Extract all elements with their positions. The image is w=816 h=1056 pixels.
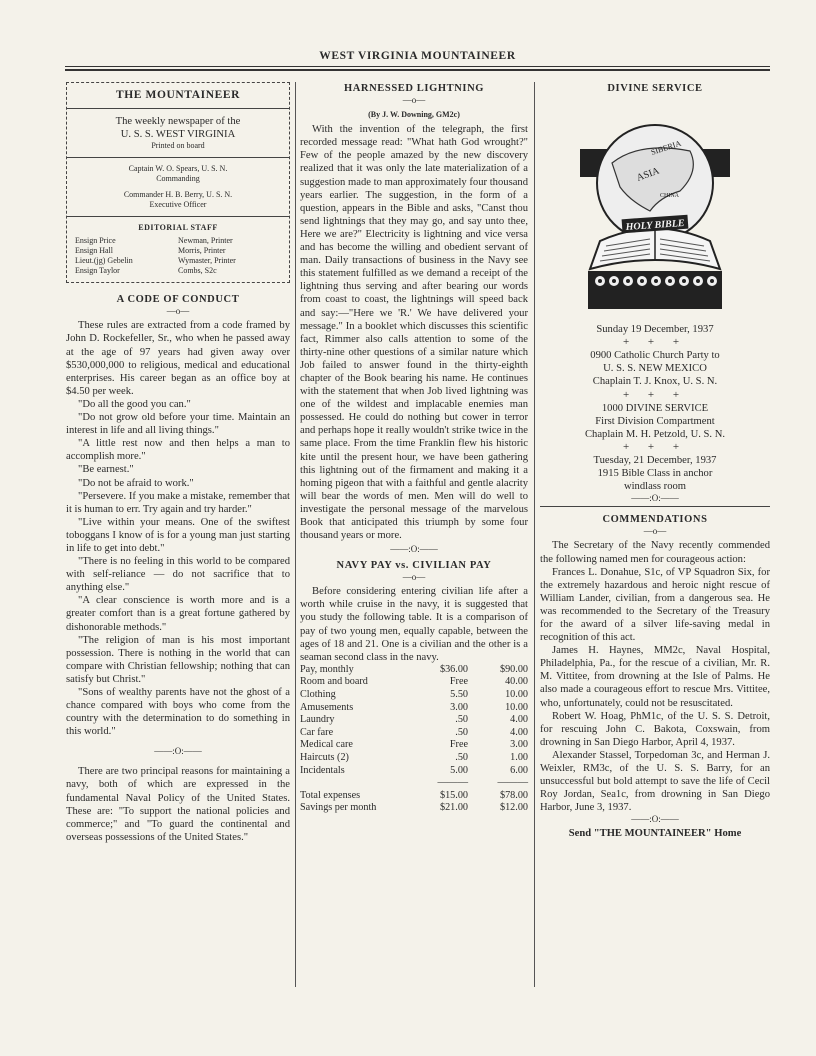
- pay-row: [300, 790, 528, 803]
- code-para: "The religion of man is his most important possession. There is nothing in the world that can compare with Christian fellowship; nothing that can satisfy but Christ.": [66, 634, 290, 685]
- pay-cell-navy: $90.00: [499, 663, 528, 675]
- globe-bible-emblem-icon: [580, 101, 730, 313]
- code-para: "There is no feeling in this world to be compared with self-reliance — do not sacrifice that to anything else.": [66, 556, 290, 594]
- code-para: "Do not grow old before your time. Maintain an interest in life and all living things.": [66, 412, 290, 437]
- column-divider-1: [295, 82, 296, 987]
- pay-cell-civ: .50: [455, 752, 468, 763]
- pay-cell-label: Savings per month: [300, 802, 377, 814]
- commend-para: Alexander Stassel, Torpedoman 3c, and Herman J. Weixler, RM3c, of the U. S. S. Barry, for an unsuccessful but bold attempt to save the life of Cecil Roy Jordan, Sea1c, from drowning in San Diego Harbor, June 3, 1937.: [540, 749, 770, 814]
- commend-para: Robert W. Hoag, PhM1c, of the U. S. S. Detroit, for rescuing John C. Bakota, Coxswain, from drowning in San Diego Harbor, April 4, 1937.: [540, 710, 770, 748]
- staff-item: Wymaster, Printer: [178, 256, 236, 266]
- lightning-byline: (By J. W. Downing, GM2c): [368, 110, 460, 120]
- commend-title: COMMENDATIONS: [602, 514, 708, 526]
- commend-para: The Secretary of the Navy recently commended the following named men for courageous action:: [540, 540, 770, 565]
- staff-item: Lieut.(jg) Gebelin: [75, 256, 133, 266]
- pay-cell-civ: .50: [455, 726, 468, 738]
- pay-cell-navy: 10.00: [505, 701, 528, 713]
- service-date-2: Tuesday, 21 December, 1937: [593, 455, 717, 467]
- pay-row: [300, 727, 528, 740]
- column-left: THE MOUNTAINEER The weekly newspaper of the U. S. S. WEST VIRGINIA Printed on board Captain W. O. Spears, U. S. N. Commanding Commander H. B. Berry, U. S. N. Executive Officer EDITORIAL STAFF Ensign Price Newman, Printer Ensign Hall Morris, Printer Lieut.(jg) Gebelin Wymaster, Printer Ensign Taylor Combs, S2c A CODE OF CONDUCT —o— These rules are extracted from a code framed by John D. Rockefeller, Sr., who when he passed away at the age of 97 years had given away over $530,000,000 to religious, medical and educational enterprises. His career began as an office boy at $4.50 per week. "Do all the good you can." "Do not grow old before your time. Maintain an interest in life and all living things." "A little rest now and then helps a man to accomplish more." "Be earnest." "Do not be afraid to work." "Persevere. If you make a mistake, remember that it is human to err. Try again and try harder." "Live within your means. One of the swiftest toboggans I know of is for a young man just starting in life to get into debt." "There is no feeling in this world to be compared with self-reliance — do not sacrifice that to anything else." "A clear conscience is worth more and is a greater comfort than is a great fortune gathered by dishonorable methods." "The religion of man is his most important possession. There is nothing in the world that can compare with Christian fellowship; nothing that can satisfy but Christ." "Sons of wealthy parents have not the ghost of a chance compared with boys who come from the country with the determination to do something in this world." ——:O:—— There are two principal reasons for maintaining a navy, both of which are expressed in the fundamental Naval Policy of the United States. These are: "To support the national policies and commerce;" and "To guard the continental and overseas possessions of the United States.": [66, 82, 290, 844]
- code-para: "Do not be afraid to work.": [78, 477, 194, 489]
- staff-item: Combs, S2c: [178, 266, 217, 276]
- crosses-1: + + +: [622, 336, 688, 349]
- box-line-1: The weekly newspaper of the: [115, 116, 241, 128]
- code-para: "Live within your means. One of the swiftest toboggans I know of is for a young man just starting in life to get into debt.": [66, 516, 290, 554]
- service-1-line: 0900 Catholic Church Party to: [590, 350, 720, 362]
- lightning-text: With the invention of the telegraph, the first recorded message read: "What hath God wrought?" Few of the people amazed by the new discovery realized that it was only the late materialization of a suggestion made to man approximately four thousand years earlier. The suggestion, in the form of a question, appears in the Bible and asks, "Canst thou send lightnings that they may go, and say unto thee, Here we are?" Electricity is lightning and vice versa and has become the willing and obedient servant of man. Daily transactions of business in the Navy see this statement fulfilled as we demand a receipt of the lightning thus serving and after bearing our words from coast to coast, the lightnings will speed back and say:—"Here we 'R.' We have delivered your message." In a booklet which discusses this scientific fact, Rimmer also calls attention to some of the thirty-nine other questions of a similar nature which Job failed to answer found in the thirty-eighth chapter of the Book bearing his name. He continues with the statement that when Job lived lightning was one of the wildest and implacable enemies man possessed. He could do nothing but cower in terror and perhaps hope it really wouldn't strike twice in the same place. From the time Franklin flew his historic kite until the present hour, we have been gathering this lightning out of the firmament and making it a homing pigeon that with a faithful and gentle alacrity will bear the words of men. Men will do well to investigate the personal message of the marvelous Book that anticipated this triumph by some four thousand years or more.: [300, 124, 528, 542]
- pay-title: NAVY PAY vs. CIVILIAN PAY: [336, 560, 492, 572]
- pay-cell-civ: .50: [455, 714, 468, 726]
- pay-row: [300, 802, 528, 815]
- column-right: DIVINE SERVICE SIBERIA ASIA CHINA HOLY BIBLE Sunday 19 December, 1937 + + + 0900 Catholic Church Party to U. S. S. NEW MEXICO Chaplain T. J. Knox, U. S. N. + + + 1000 DIVINE SERVICE First Division Compartment Chaplain M. H. Petzold, U. S. N. + + + Tuesday, 21 December, 1937 1915 Bible Class in anchor windlass room ——:O:—— COMMENDATIONS —o— The Secretary of the Navy recently commended the following named men for courageous action: Frances L. Donahue, S1c, of VP Squadron Six, for the extremely hazardous and heroic night rescue of William Lander, civilian, from a dangerous sea. He was recommended to the Secretary of the Treasury for the award of a silver life-saving medal in recognition of this act. James H. Haynes, MM2c, Naval Hospital, Philadelphia, Pa., for the rescue of a civilian, Mr. R. M. Vittitee, from drowning at the Isle of Palms. He also made a courageous effort to rescue Mrs. Vittitee, who, unfortunately, could not be resuscitated. Robert W. Hoag, PhM1c, of the U. S. S. Detroit, for rescuing John C. Bakota, Coxswain, from drowning in San Diego Harbor, April 4, 1937. Alexander Stassel, Torpedoman 3c, and Herman J. Weixler, RM3c, of the U. S. S. Barry, for an unsuccessful but bold attempt to save the life of Cecil Roy Jordan, Sea1c, from drowning in San Diego Harbor, June 3, 1937. ——:O:—— Send "THE MOUNTAINEER" Home: [540, 83, 770, 840]
- service-2-line: Chaplain M. H. Petzold, U. S. N.: [584, 428, 726, 440]
- pay-row: [300, 702, 528, 715]
- commend-para: James H. Haynes, MM2c, Naval Hospital, Philadelphia, Pa., for the rescue of a civilian, Mr. R. M. Vittitee, from drowning at the Isle of Palms. He also made a courageous effort to rescue Mrs. Vittitee, who, unfortunately, could not be resuscitated.: [540, 645, 770, 709]
- pay-intro: Before considering entering civilian life after a worth while cruise in the navy, it is suggested that you study the following table. It is a comparison of pay of two young men, equally capable, between the ages of 18 and 21. One is a civilian and the other is a seaman second class in the navy.: [300, 586, 528, 663]
- service-3-line: 1915 Bible Class in anchor: [597, 468, 713, 480]
- code-para: "A little rest now and then helps a man to accomplish more.": [66, 438, 290, 463]
- code-para: "Sons of wealthy parents have not the ghost of a chance compared with boys who come from the country with the determination to do something in this world.": [66, 687, 290, 738]
- staff-item: Ensign Hall: [75, 246, 113, 256]
- pay-cell-label: Medical care: [300, 739, 353, 751]
- staff-item: Morris, Printer: [178, 246, 226, 256]
- code-para: "A clear conscience is worth more and is a greater comfort than is a great fortune gathered by dishonorable methods.": [66, 595, 290, 633]
- lightning-title: HARNESSED LIGHTNING: [343, 83, 485, 94]
- code-para: "Persevere. If you make a mistake, remember that it is human to err. Try again and try harder.": [66, 490, 290, 515]
- code-para: "Be earnest.": [78, 464, 134, 476]
- navy-reasons-para: There are two principal reasons for maintaining a navy, both of which are expressed in the fundamental Naval Policy of the United States. These are: "To support the national policies and commerce;" and "To guard the continental and overseas possessions of the United States.": [66, 766, 290, 843]
- pay-cell-civ: 3.00: [450, 701, 468, 713]
- masthead-rule-bottom: [65, 69, 770, 71]
- pay-cell-label: Amusements: [300, 701, 354, 713]
- crosses-2: + + +: [622, 388, 688, 401]
- pay-cell-navy: $78.00: [499, 789, 528, 801]
- pay-cell-label: Room and board: [300, 676, 368, 688]
- pay-row: [300, 689, 528, 702]
- code-para: "Do all the good you can.": [78, 398, 191, 410]
- pay-cell-label: Clothing: [300, 689, 336, 701]
- emblem-asia: ASIA: [635, 165, 661, 184]
- pay-cell-label: Pay, monthly: [300, 663, 354, 675]
- pay-cell-civ: $36.00: [439, 663, 468, 675]
- crosses-3: + + +: [622, 440, 688, 453]
- divine-title: DIVINE SERVICE: [607, 83, 703, 94]
- pay-cell-navy: 40.00: [505, 676, 528, 688]
- masthead-rule-top: [65, 66, 770, 67]
- pay-cell-label: Incidentals: [300, 764, 345, 776]
- pay-cell-navy: 4.00: [510, 714, 528, 726]
- pay-cell-civ: 5.50: [450, 689, 468, 701]
- footer-send-home: Send "THE MOUNTAINEER" Home: [568, 828, 742, 840]
- pay-row: [300, 752, 528, 765]
- staff-item: Ensign Price: [75, 236, 116, 246]
- pay-cell-navy: $12.00: [499, 802, 528, 814]
- commend-para: Frances L. Donahue, S1c, of VP Squadron Six, for the extremely hazardous and heroic night rescue of William Lander, civilian, from a dangerous sea. He was recommended to the Secretary of the Treasury for the award of a silver life-saving medal in recognition of this act.: [540, 566, 770, 644]
- box-captain: Captain W. O. Spears, U. S. N.: [128, 164, 228, 174]
- staff-list: [75, 236, 281, 276]
- pay-cell-civ: Free: [449, 739, 468, 751]
- pay-cell-label: Haircuts (2): [300, 752, 349, 763]
- pay-row: [300, 664, 528, 677]
- masthead: WEST VIRGINIA MOUNTAINEER: [319, 50, 516, 62]
- code-para: These rules are extracted from a code framed by John D. Rockefeller, Sr., who when he passed away at the age of 97 years had given away over $530,000,000 to religious, medical and educational enterprises. His career began as an office boy at $4.50 per week.: [66, 320, 290, 397]
- service-2-line: First Division Compartment: [595, 415, 715, 427]
- pay-row: [300, 676, 528, 689]
- box-title: THE MOUNTAINEER: [67, 89, 289, 109]
- box-commander: Commander H. B. Berry, U. S. N.: [123, 190, 233, 200]
- pay-cell-navy: 6.00: [510, 764, 528, 776]
- pay-cell-label: Car fare: [300, 726, 334, 738]
- box-commander-role: Executive Officer: [149, 200, 207, 210]
- pay-row: [300, 714, 528, 727]
- code-title: A CODE OF CONDUCT: [116, 294, 240, 306]
- staff-title: EDITORIAL STAFF: [138, 223, 218, 233]
- pay-cell-navy: 4.00: [510, 726, 528, 738]
- pay-cell-navy: 1.00: [510, 752, 528, 763]
- column-middle: HARNESSED LIGHTNING —o— (By J. W. Downing, GM2c) With the invention of the telegraph, the first recorded message read: "What hath God wrought?" Few of the people amazed by the new discovery realized that it was only the late materialization of a suggestion made to man approximately four thousand years earlier. The suggestion, in the form of a question, appears in the Bible and asks, "Canst thou send lightnings that they may go, and say unto thee, Here we are?" Electricity is lightning and vice versa and has become the willing and obedient servant of man. Daily transactions of business in the Navy see this statement fulfilled as we demand a receipt of the lightning thus serving and after bearing our words from coast to coast, the lightnings will speed back and say:—"Here we 'R.' We have delivered your message." In a booklet which discusses this scientific fact, Rimmer also calls attention to some of the thirty-nine other questions of a similar nature which Job failed to answer found in the thirty-eighth chapter of the Book bearing his name. He continues with the statement that when Job lived lightning was one of the wildest and implacable enemies man possessed. He could do nothing but cower in terror and perhaps hope it really wouldn't strike twice in the same place. From the time Franklin flew his historic kite until the present hour, we have been gathering this lightning out of the firmament and making it a homing pigeon that with a faithful and gentle alacrity will bear the words of men. Men will do well to investigate the personal message of the marvelous Book that anticipated this triumph by some four thousand years or more. ——:O:—— NAVY PAY vs. CIVILIAN PAY —o— Before considering entering civilian life after a worth while cruise in the navy, it is suggested that you study the following table. It is a comparison of pay of two young men, equally capable, between the ages of 18 and 21. One is a civilian and the other is a seaman second class in the navy. Pay, monthly $36.00 $90.00 Room and board Free 40.00 Clothing 5.50 10.00 Amusements 3.00 10.00 Laundry .50 4.00 Car fare .50 4.00 Medical care Free 3.00 Haircuts (2) .50 1.00 Incidentals 5.00 6.00 ——— ——— Total expenses $15.00 $78.00 Savings per month $21.00 $12.00: [300, 83, 528, 814]
- pay-cell-navy: 10.00: [505, 689, 528, 701]
- service-1-line: Chaplain T. J. Knox, U. S. N.: [592, 376, 718, 388]
- pay-cell-civ: $15.00: [439, 789, 468, 801]
- service-1-line: U. S. S. NEW MEXICO: [603, 363, 707, 375]
- service-2-title: 1000 DIVINE SERVICE: [601, 402, 709, 414]
- pay-cell-civ: Free: [449, 676, 468, 688]
- pay-row: [300, 765, 528, 778]
- pay-table: Pay, monthly $36.00 $90.00 Room and board Free 40.00 Clothing 5.50 10.00 Amusements 3.00 10.00 Laundry .50 4.00 Car fare .50 4.00 Medical care Free 3.00 Haircuts (2) .50 1.00 Incidentals 5.00 6.00 ——— ——— Total expenses $15.00 $78.00 Savings per month $21.00 $12.00: [300, 663, 528, 814]
- column-divider-2: [534, 82, 535, 987]
- staff-item: Ensign Taylor: [75, 266, 120, 276]
- emblem-bible: HOLY BIBLE: [625, 218, 685, 234]
- service-3-line: windlass room: [623, 481, 687, 493]
- emblem-china: CHINA: [660, 193, 679, 200]
- pay-cell-label: Total expenses: [300, 789, 361, 801]
- box-line-2: U. S. S. WEST VIRGINIA: [120, 129, 236, 141]
- staff-item: Newman, Printer: [178, 236, 233, 246]
- pay-cell-civ: 5.00: [450, 764, 468, 776]
- pay-row: [300, 739, 528, 752]
- masthead-box: [66, 82, 290, 283]
- box-captain-role: Commanding: [156, 174, 200, 184]
- service-date-1: Sunday 19 December, 1937: [596, 324, 714, 336]
- pay-cell-navy: 3.00: [510, 739, 528, 751]
- emblem-siberia: SIBERIA: [649, 138, 683, 157]
- pay-cell-civ: $21.00: [439, 802, 468, 814]
- pay-cell-label: Laundry: [300, 714, 335, 726]
- box-printed: Printed on board: [151, 141, 205, 151]
